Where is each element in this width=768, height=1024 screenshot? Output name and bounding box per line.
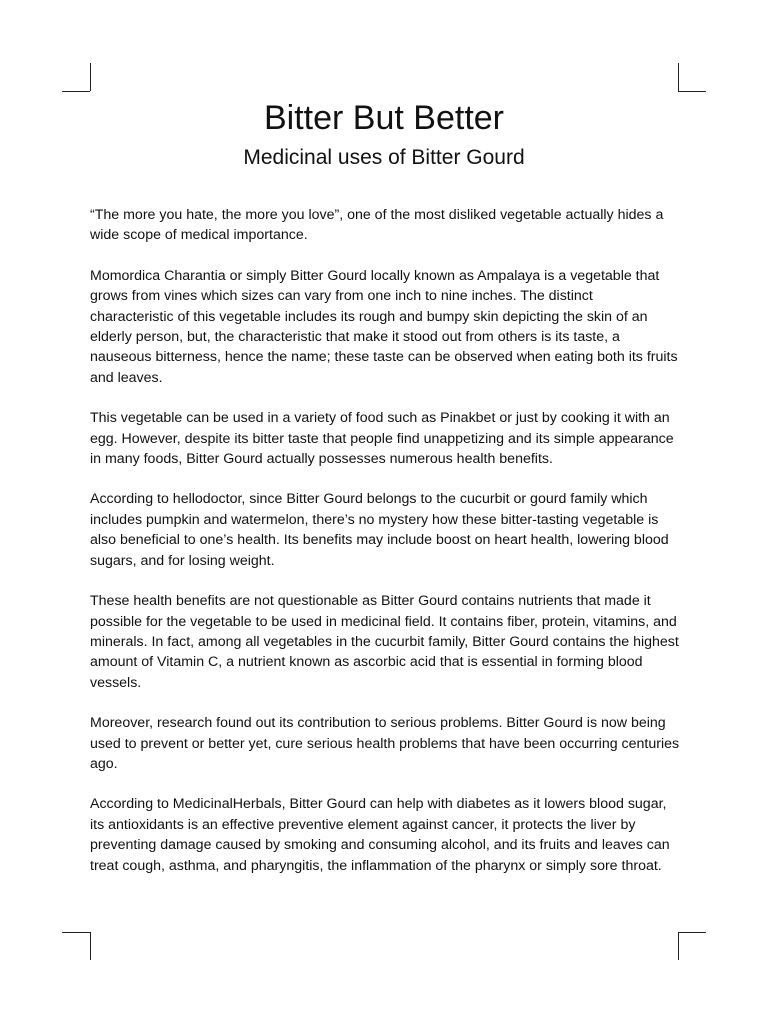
crop-mark-line	[678, 63, 679, 91]
paragraph-7: According to MedicinalHerbals, Bitter Gourd can help with diabetes as it lowers blood sugar, its antioxidants is an effective preventive element against cancer, it protects the liver by preventing damage caused by smoking and consuming alcohol, and its fruits and leaves can treat cough, asthma, and pharyngitis, the inflammation of the pharynx or simply sore throat.	[90, 796, 670, 874]
crop-mark-line	[62, 932, 90, 933]
crop-mark-line	[90, 63, 91, 91]
paragraph-4: According to hellodoctor, since Bitter Gourd belongs to the cucurbit or gourd family which includes pumpkin and watermelon, there’s no mystery how these bitter-tasting vegetable is also beneficial to one’s health. Its benefits may include boost on heart health, lowering blood sugars, and for losing weight.	[90, 491, 669, 569]
paragraph-5: These health benefits are not questionable as Bitter Gourd contains nutrients that made it possible for the vegetable to be used in medicinal field. It contains fiber, protein, vitamins, and minerals. In fact, among all vegetables in the cucurbit family, Bitter Gourd contains the highest amount of Vitamin C, a nutrient known as ascorbic acid that is essential in forming blood vessels.	[90, 593, 679, 691]
document-body	[90, 205, 680, 896]
paragraph-1: “The more you hate, the more you love”, one of the most disliked vegetable actually hides a wide scope of medical importance.	[90, 207, 664, 244]
crop-mark-line	[678, 932, 679, 960]
crop-mark-line	[62, 91, 90, 92]
crop-mark-line	[678, 91, 706, 92]
document-title: Bitter But Better	[264, 99, 504, 137]
paragraph-2: Momordica Charantia or simply Bitter Gourd locally known as Ampalaya is a vegetable that grows from vines which sizes can vary from one inch to nine inches. The distinct characteristic of this vegetable includes its rough and bumpy skin depicting the skin of an elderly person, but, the characteristic that make it stood out from others is its taste, a nauseous bitterness, hence the name; these taste can be observed when eating both its fruits and leaves.	[90, 267, 678, 386]
crop-mark-line	[678, 932, 706, 933]
paragraph-3: This vegetable can be used in a variety of food such as Pinakbet or just by cooking it with an egg. However, despite its bitter taste that people find unappetizing and its simple appearance in many foods, Bitter Gourd actually possesses numerous health benefits.	[90, 410, 674, 468]
paragraph-6: Moreover, research found out its contribution to serious problems. Bitter Gourd is now being used to prevent or better yet, cure serious health problems that have been occurring centuries ago.	[90, 715, 680, 772]
document-subtitle: Medicinal uses of Bitter Gourd	[243, 146, 525, 169]
crop-mark-line	[90, 932, 91, 960]
